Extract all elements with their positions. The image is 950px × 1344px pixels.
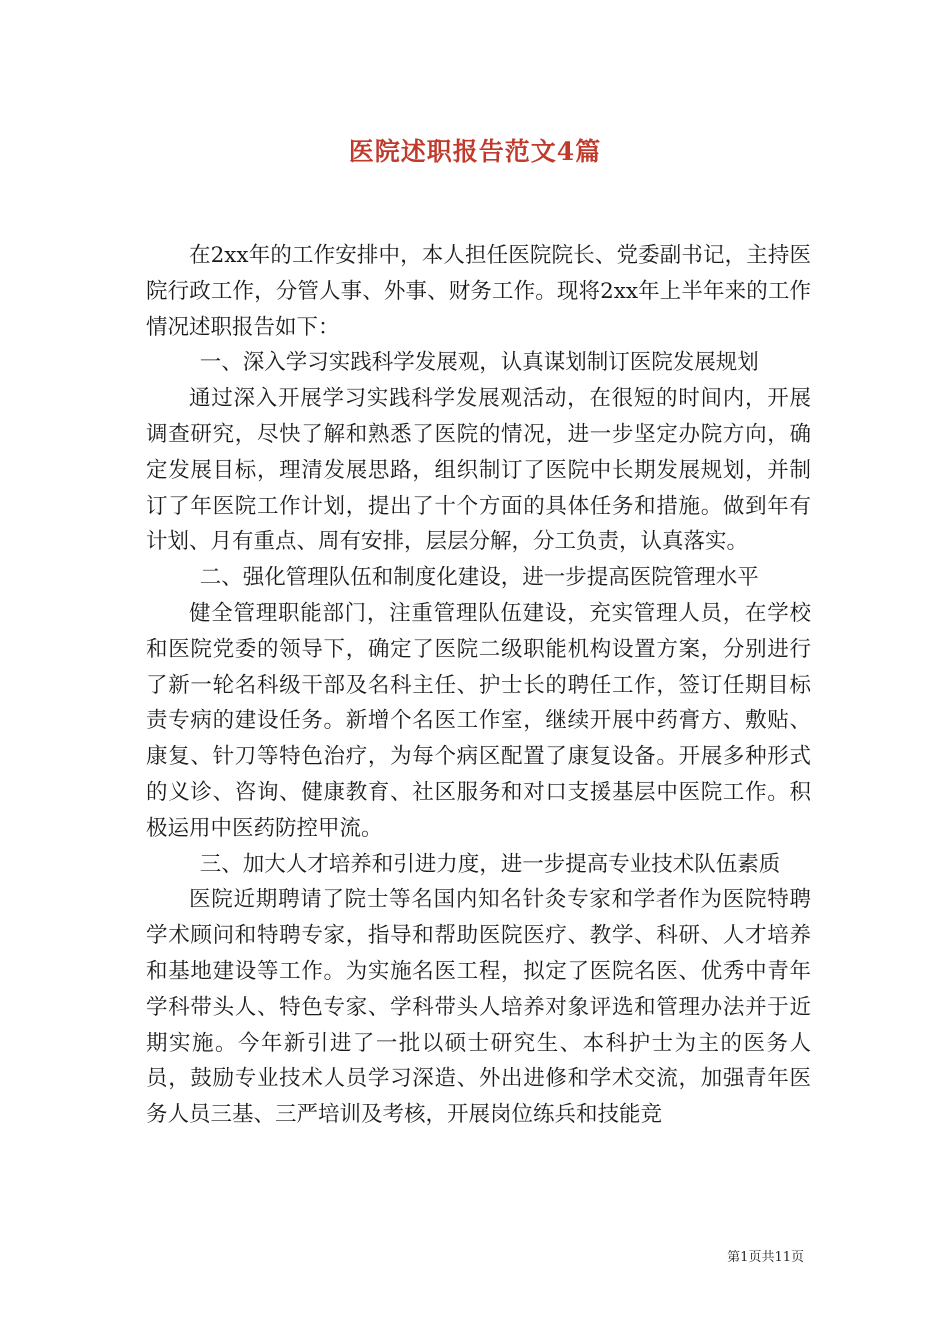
section-heading-3: 三、加大人才培养和引进力度，进一步提高专业技术队伍素质 xyxy=(199,851,781,877)
paragraph-section-2: 健全管理职能部门，注重管理队伍建设，充实管理人员，在学校和医院党委的领导下，确定了医院二级职能机构设置方案，分别进行了新一轮名科级干部及名科主任、护士长的聘任工作，签订任期目标责专病的建设任务。新增个名医工作室，继续开展中药膏方、敷贴、康复、针刀等特色治疗，为每个病区配置了康复设备。开展多种形式的义诊、咨询、健康教育、社区服务和对口支援基层中医院工作。积极运用中医药防控甲流。 xyxy=(146,600,811,841)
section-heading-2: 二、强化管理队伍和制度化建设，进一步提高医院管理水平 xyxy=(199,565,759,591)
document-body xyxy=(146,238,811,1133)
section-heading-1: 一、深入学习实践科学发展观，认真谋划制订医院发展规划 xyxy=(199,350,759,376)
paragraph-section-3: 医院近期聘请了院士等名国内知名针灸专家和学者作为医院特聘学术顾问和特聘专家，指导和帮助医院医疗、教学、科研、人才培养和基地建设等工作。为实施名医工程，拟定了医院名医、优秀中青年学科带头人、特色专家、学科带头人培养对象评选和管理办法并于近期实施。今年新引进了一批以硕士研究生、本科护士为主的医务人员，鼓励专业技术人员学习深造、外出进修和学术交流，加强青年医务人员三基、三严培训及考核，开展岗位练兵和技能竞 xyxy=(146,887,811,1128)
page-number-footer: 第1页共11页 xyxy=(727,1250,804,1265)
document-title: 医院述职报告范文4篇 xyxy=(348,137,602,166)
paragraph-section-1: 通过深入开展学习实践科学发展观活动，在很短的时间内，开展调查研究，尽快了解和熟悉了医院的情况，进一步坚定办院方向，确定发展目标，理清发展思路，组织制订了医院中长期发展规划，并制订了年医院工作计划，提出了十个方面的具体任务和措施。做到年有计划、月有重点、周有安排，层层分解，分工负责，认真落实。 xyxy=(146,386,811,555)
paragraph-intro: 在2xx年的工作安排中，本人担任医院院长、党委副书记，主持医院行政工作，分管人事、外事、财务工作。现将2xx年上半年来的工作情况述职报告如下： xyxy=(146,243,811,340)
